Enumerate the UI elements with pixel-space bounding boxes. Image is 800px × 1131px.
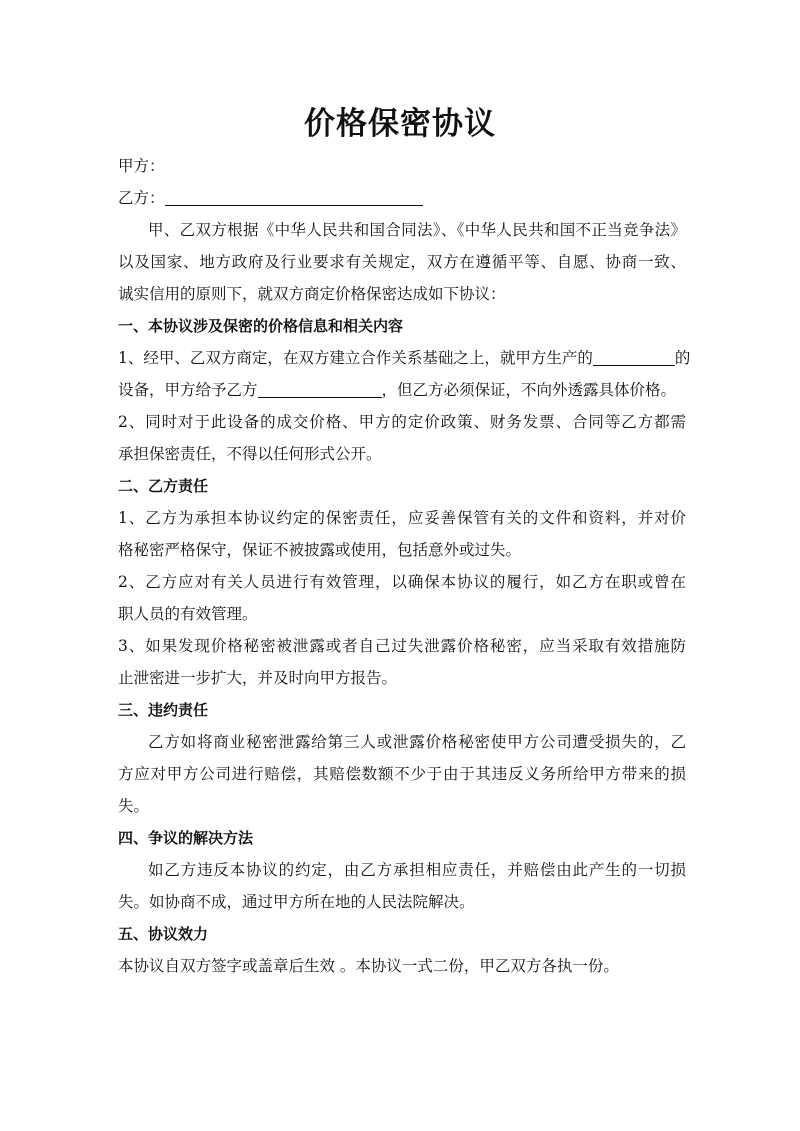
party-b-line — [118, 188, 686, 208]
section-2-p1-line-2: 格秘密严格保守，保证不被披露或使用，包括意外或过失。 — [118, 541, 522, 559]
section-2-p2-line-2: 职人员的有效管理。 — [118, 605, 258, 623]
section-2-p3-line-1: 3、如果发现价格秘密被泄露或者自己过失泄露价格秘密，应当采取有效措施防 — [118, 637, 686, 655]
party-b-label: 乙方： — [118, 189, 165, 207]
section-1-p1-text-a: 1、经甲、乙双方商定，在双方建立合作关系基础之上，就甲方生产的 — [118, 349, 593, 367]
section-3-line-1: 乙方如将商业秘密泄露给第三人或泄露价格秘密使甲方公司遭受损失的，乙 — [148, 733, 686, 751]
section-2-p1-line-1: 1、乙方为承担本协议约定的保密责任，应妥善保管有关的文件和资料，并对价 — [118, 509, 686, 527]
intro-line-2: 以及国家、地方政府及行业要求有关规定，双方在遵循平等、自愿、协商一致、 — [118, 253, 686, 271]
party-b-blank — [165, 189, 423, 206]
price-blank — [258, 381, 382, 398]
intro-line-1: 甲、乙双方根据《中华人民共和国合同法》、《中华人民共和国不正当竞争法》 — [148, 221, 686, 239]
section-3-line-3: 失。 — [118, 797, 150, 815]
intro-line-3: 诚实信用的原则下，就双方商定价格保密达成如下协议： — [118, 285, 506, 303]
section-2-p2-line-1: 2、乙方应对有关人员进行有效管理，以确保本协议的履行，如乙方在职或曾在 — [118, 573, 686, 591]
section-1-p1-text-c: 设备，甲方给予乙方 — [118, 381, 258, 399]
section-2-heading: 二、乙方责任 — [118, 477, 209, 495]
section-5-line-1: 本协议自双方签字或盖章后生效 。本协议一式二份，甲乙双方各执一份。 — [118, 957, 619, 975]
party-a-label: 甲方： — [118, 157, 165, 175]
section-4-line-1: 如乙方违反本协议的约定，由乙方承担相应责任，并赔偿由此产生的一切损 — [148, 861, 686, 879]
section-1-p1-line-1 — [118, 348, 691, 368]
section-3-heading: 三、违约责任 — [118, 701, 209, 719]
section-1-p2-line-1: 2、同时对于此设备的成交价格、甲方的定价政策、财务发票、合同等乙方都需 — [118, 413, 686, 431]
section-4-line-2: 失。如协商不成，通过甲方所在地的人民法院解决。 — [118, 893, 475, 911]
party-a-line — [118, 156, 686, 176]
section-1-p1-text-d: ，但乙方必须保证，不向外透露具体价格。 — [381, 381, 677, 399]
section-1-p2-line-2: 承担保密责任，不得以任何形式公开。 — [118, 445, 382, 463]
section-2-p3-line-2: 止泄密进一步扩大，并及时向甲方报告。 — [118, 669, 398, 687]
section-1-p1-text-b: 的 — [674, 349, 691, 367]
section-1-heading: 一、本协议涉及保密的价格信息和相关内容 — [118, 317, 404, 335]
document-title: 价格保密协议 — [304, 106, 496, 142]
section-4-heading: 四、争议的解决方法 — [118, 829, 254, 847]
section-3-line-2: 方应对甲方公司进行赔偿，其赔偿数额不少于由于其违反义务所给甲方带来的损 — [118, 765, 686, 783]
section-1-p1-line-2 — [118, 380, 686, 400]
section-5-heading: 五、协议效力 — [118, 925, 209, 943]
product-blank — [593, 349, 675, 366]
